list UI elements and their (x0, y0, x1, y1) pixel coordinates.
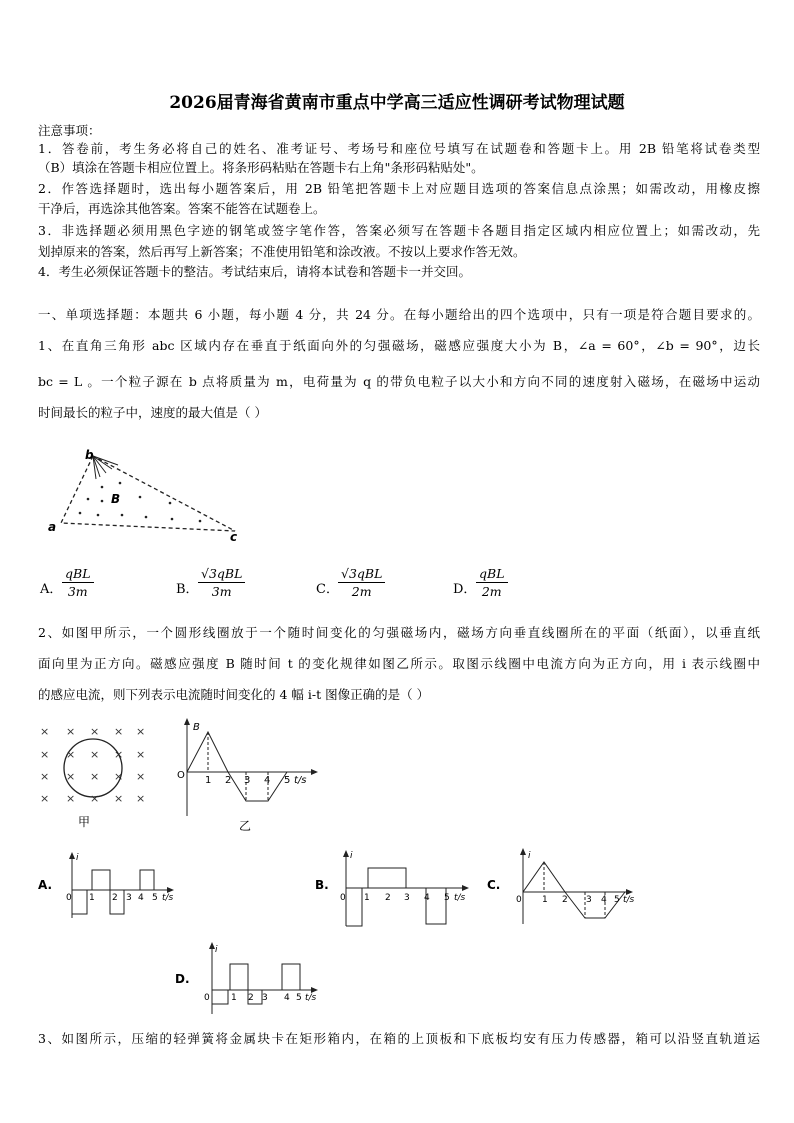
tick: 5 (296, 993, 302, 1003)
numerator: qBL (62, 566, 94, 583)
notice-line: 1．答卷前，考生务必将自己的姓名、准考证号、考场号和座位号填写在试题卷和答题卡上。用 2B 铅笔将试卷类型 (38, 141, 760, 156)
axis-i: i (215, 945, 218, 955)
tick: 1 (542, 895, 548, 905)
q2-option-c-graph (513, 846, 643, 926)
axis-t: t/s (162, 893, 174, 903)
svg-text:×: × (40, 792, 50, 805)
tick: 2 (562, 895, 568, 905)
q1-option-c-letter[interactable]: C． (316, 582, 339, 597)
numerator: qBL (476, 566, 508, 583)
notice-line: 2．作答选择题时，选出每小题答案后，用 2B 铅笔把答题卡上对应题目选项的答案信息点涂黑；如需改动，用橡皮擦 (38, 181, 760, 196)
svg-text:×: × (114, 748, 124, 761)
label-c: c (230, 530, 238, 544)
q1-stem: 时间最长的粒子中，速度的最大值是（ ） (38, 405, 267, 420)
tick: 5 (284, 775, 291, 786)
tick: 2 (225, 775, 232, 786)
axis-i: i (350, 851, 353, 861)
svg-text:×: × (66, 748, 76, 761)
tick: 4 (601, 895, 607, 905)
section-heading: 一、单项选择题：本题共 6 小题，每小题 4 分，共 24 分。在每小题给出的四个选项中，只有一项是符合题目要求的。 (38, 307, 760, 322)
origin: 0 (340, 893, 346, 903)
q1-option-d-fraction (476, 566, 508, 599)
origin: 0 (66, 893, 72, 903)
svg-text:×: × (136, 725, 146, 738)
svg-text:×: × (90, 770, 100, 783)
tick: 1 (205, 775, 212, 786)
numerator: √3qBL (338, 566, 385, 583)
notice-line: 干净后，再选涂其他答案。答案不能答在试题卷上。 (38, 201, 326, 216)
q2-figure-jia (36, 718, 156, 830)
svg-text:×: × (136, 748, 146, 761)
svg-text:×: × (136, 770, 146, 783)
q2-option-b-graph (340, 848, 480, 928)
q1-option-d-letter[interactable]: D． (453, 582, 477, 597)
svg-text:×: × (66, 792, 76, 805)
tick: 4 (424, 893, 430, 903)
svg-text:×: × (136, 792, 146, 805)
svg-text:×: × (90, 748, 100, 761)
axis-i: i (528, 851, 531, 861)
label-field-B: B (111, 492, 121, 506)
q2-figure-yi (172, 716, 322, 834)
tick: 4 (284, 993, 290, 1003)
page-title: 2026届青海省黄南市重点中学高三适应性调研考试物理试题 (169, 93, 625, 113)
tick: 3 (244, 775, 251, 786)
q1-triangle-figure (40, 445, 250, 545)
axis-t: t/s (294, 775, 307, 786)
q2-stem: 2、如图甲所示，一个圆形线圈放于一个随时间变化的匀强磁场内，磁场方向垂直线圈所在的平面（纸面），以垂直纸 (38, 625, 760, 640)
label-b: b (85, 448, 94, 462)
q1-option-b-letter[interactable]: B． (176, 582, 199, 597)
svg-text:×: × (114, 792, 124, 805)
tick: 1 (89, 893, 95, 903)
q1-option-c-fraction (338, 566, 385, 599)
tick: 3 (262, 993, 268, 1003)
numerator: √3qBL (198, 566, 245, 583)
axis-t: t/s (454, 893, 466, 903)
notice-line: 4．考生必须保证答题卡的整洁。考试结束后，请将本试卷和答题卡一并交回。 (38, 264, 471, 279)
denominator: 3m (211, 584, 232, 599)
svg-text:×: × (40, 725, 50, 738)
tick: 3 (126, 893, 132, 903)
fig-yi-label: 乙 (239, 819, 252, 833)
tick: 5 (444, 893, 450, 903)
svg-text:×: × (40, 748, 50, 761)
q2-stem: 的感应电流，则下列表示电流随时间变化的 4 幅 i-t 图像正确的是（ ） (38, 687, 430, 702)
tick: 2 (112, 893, 118, 903)
tick: 4 (138, 893, 144, 903)
svg-text:×: × (114, 770, 124, 783)
q3-stem: 3、如图所示，压缩的轻弹簧将金属块卡在矩形箱内，在箱的上顶板和下底板均安有压力传感器，箱可以沿竖直轨道运 (38, 1031, 760, 1046)
q1-stem: 1、在直角三角形 abc 区域内存在垂直于纸面向外的匀强磁场，磁感应强度大小为 B，∠a = 60°，∠b = 90°，边长 (38, 338, 760, 353)
tick: 4 (264, 775, 271, 786)
denominator: 3m (67, 584, 88, 599)
axis-t: t/s (623, 895, 635, 905)
notice-line: 3．非选择题必须用黑色字迹的钢笔或签字笔作答，答案必须写在答题卡各题目指定区域内相应位置上；如需改动，先 (38, 223, 760, 238)
notice-line: 划掉原来的答案，然后再写上新答案；不准使用铅笔和涂改液。不按以上要求作答无效。 (38, 244, 526, 259)
q1-option-a-fraction (62, 566, 94, 599)
svg-text:×: × (66, 770, 76, 783)
origin: 0 (516, 895, 522, 905)
origin: 0 (204, 993, 210, 1003)
tick: 1 (364, 893, 370, 903)
q1-option-a-letter[interactable]: A． (40, 582, 63, 597)
denominator: 2m (481, 584, 502, 599)
q2-option-a-graph (62, 850, 187, 920)
notice-heading: 注意事项： (38, 123, 101, 138)
q2-option-b-label[interactable]: B. (315, 878, 329, 892)
svg-text:×: × (90, 725, 100, 738)
axis-i: i (76, 853, 79, 863)
svg-text:×: × (114, 725, 124, 738)
svg-text:×: × (40, 770, 50, 783)
q2-option-a-label[interactable]: A. (38, 878, 53, 892)
svg-text:×: × (66, 725, 76, 738)
q2-option-d-label[interactable]: D. (175, 972, 190, 986)
fig-jia-label: 甲 (78, 815, 91, 829)
axis-B: B (193, 722, 200, 733)
notice-line: （B）填涂在答题卡相应位置上。将条形码粘贴在答题卡右上角"条形码粘贴处"。 (38, 160, 484, 175)
tick: 2 (248, 993, 254, 1003)
q2-option-c-label[interactable]: C. (487, 878, 501, 892)
tick: 3 (404, 893, 410, 903)
label-a: a (48, 520, 57, 534)
denominator: 2m (351, 584, 372, 599)
tick: 5 (614, 895, 620, 905)
tick: 1 (231, 993, 237, 1003)
tick: 3 (586, 895, 592, 905)
tick: 5 (152, 893, 158, 903)
svg-text:×: × (90, 792, 100, 805)
origin-O: O (177, 770, 185, 781)
q2-stem: 面向里为正方向。磁感应强度 B 随时间 t 的变化规律如图乙所示。取图示线圈中电流方向为正方向，用 i 表示线圈中 (38, 656, 760, 671)
axis-t: t/s (305, 993, 317, 1003)
q2-option-d-graph (200, 940, 330, 1016)
q1-option-b-fraction (198, 566, 245, 599)
tick: 2 (385, 893, 391, 903)
q1-stem: bc = L 。一个粒子源在 b 点将质量为 m，电荷量为 q 的带负电粒子以大小和方向不同的速度射入磁场，在磁场中运动 (38, 374, 760, 389)
